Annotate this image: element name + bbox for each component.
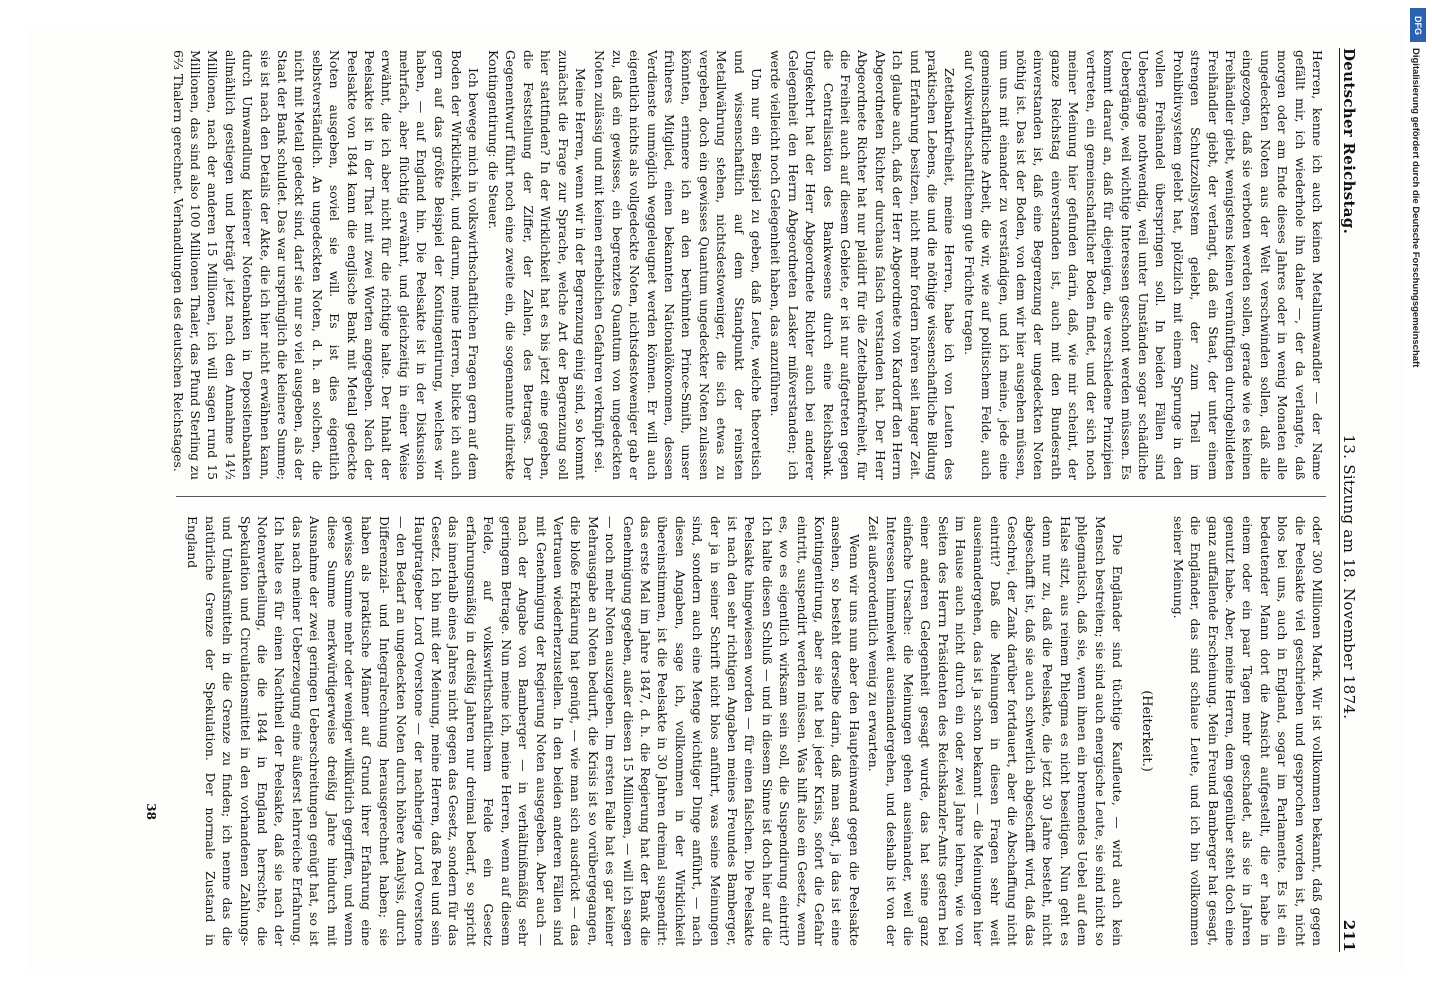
dfg-logo: DFG bbox=[1410, 8, 1426, 42]
paragraph: Die Engländer sind tüchtige Kaufleute, — wird auch kein Mensch bestreiten; sie sind auch energische Leute, sie sind nicht so phlegmatisch, daß sie, wenn ihnen ein brennendes Uebel auf dem Halse sitzt, aus reinem Phlegma es nicht beseitigen. Nun geht es denn nur zu, daß die Peelsakte, die jetzt 30 Jahre besteht, nicht abgeschafft ist, daß sie auch schwerlich abgeschafft wird, daß das Geschrei, der Zank darüber fortdauert, aber die Abschaffung nicht eintritt? Daß die Meinungen in diesen Fragen sehr weit auseinandergehen, das ist ja schon bekannt — die Meinungen hier im Hause auch nicht durch ein oder zwei Jahre lehren, wie von Seiten des Herrn Präsidenten des Reichskanzler-Amts gestern bei einer anderen Gelegenheit gesagt wurde, das hat seine ganz einfache Ursache: die Meinungen gehen auseinander, weil die Interessen himmelweit auseinandergehen, und deshalb ist von der Zeit außerordentlich wenig zu erwarten. bbox=[866, 516, 1125, 946]
document-page bbox=[26, 30, 1406, 970]
paragraph: Um nur ein Beispiel zu geben, daß Leute, welche theoretisch und wissenschaftlich auf dem Standpunkt der reinsten Metallwährung stehen, nichtsdestoweniger, die sich etwas zu vergeben, doch ein gewisses Quantum ungedeckter Noten zulassen könnten, erinnere ich an den berühmten Prince-Smith, unser früheres Mitglied, einen bekannten Nationalökonomen, dessen Verdienste unmöglich weggeleugnet werden können. Er will auch eigentlich nichts als vollgedeckte Noten, nichtsdestoweniger gab er zu, daß ein gewisses, ein begrenztes Quantum von ungedeckten Noten zulässig und mit keinen erheblichen Gefahren verknüpft sei. bbox=[592, 50, 764, 480]
stage-direction: (Heiterkeit.) bbox=[1139, 690, 1155, 772]
page-number: 211 bbox=[1340, 919, 1358, 952]
right-column bbox=[136, 516, 1326, 946]
column-divider bbox=[176, 496, 1326, 497]
paragraph: oder 300 Millionen Mark. Wir ist vollkommen bekannt, daß gegen die Peelsakte viel geschrieben und gesprochen worden ist, nicht blos bei uns, auch in England, sogar im Parlamente. Es ist ein bedeutender Mann dort die Ansicht aufgestellt, die er habe in einem oder ein paar Tagen mehr geschadet, als sie in Jahren genutzt habe. Aber, meine Herren, dem gegenüber steht doch eine ganz auffallende Erscheinung. Mein Freund Bamberger hat gesagt, die Engländer, das sind schlaue Leute, und ich bin vollkommen seiner Meinung. bbox=[1170, 516, 1325, 946]
paragraph: Meine Herren, wenn wir in der Begrenzung einig sind, so kommt zunächst die Frage zur Sprache, welche Art der Begrenzung soll hier stattfinden? In der Wirklichkeit hat es bis jetzt eine gegeben, die Feststellung der Ziffer, der Zahlen, des Betrages. Der Gegenentwurf führt noch eine zweite ein, die sogenannte indirekte Kontingentirung: die Steuer. bbox=[485, 50, 588, 480]
signature-mark: 38 bbox=[144, 803, 158, 820]
dfg-sidebar bbox=[1410, 8, 1428, 992]
header-session: 13. Sitzung am 18. November 1874. bbox=[1340, 434, 1358, 720]
paragraph: Zettelbankfreiheit, meine Herren, habe ich von Leuten des praktischen Lebens, die und die nöthige wissenschaftliche Bildung und Erfahrung besitzen, nicht mehr fordern hören seit langer Zeit. Ich glaube auch, daß der Herr Abgeordnete von Kardorff den Herrn Abgeordneten Richter durchaus falsch verstanden hat. Der Herr Abgeordnete Richter hat nur plaidirt für die Zettelbankfreiheit, für die Freiheit auch auf diesem Gebiete, er ist nur aufgetreten gegen die Centralisation des Bankwesens durch eine Reichsbank. Ungekehrt hat der Herr Abgeordnete Richter auch bei anderer Gelegenheit den Herrn Abgeordneten Lasker mißverstanden; ich werde vielleicht noch Gelegenheit haben, das anzuführen. bbox=[768, 50, 958, 480]
paragraph: Ich bewege mich in volkswirthschaftlichen Fragen gern auf dem Boden der Wirklichkeit, und darum, meine Herren, blicke ich auch gern auf das größte Beispiel der Kontingentirung, welches wir haben, — auf England hin. Die Peelsakte ist in der Diskussion mehrfach, aber flüchtig erwähnt, und gleichzeitig in einer Weise erwähnt, die ich aber nicht für die richtige halte. Der Inhalt der Peelsakte ist in der That mit zwei Worten angegeben. Nach der Peelsakte von 1844 kann die englische Bank mit Metall gedeckte Noten ausgeben, soviel sie will. Es ist dies eigentlich selbstverständlich. An ungedeckten Noten, d. h. an solchen, die nicht mit Metall gedeckt sind, darf sie nur so viel ausgeben, als der Staat der Bank schuldet. Das war ursprünglich die kleinere Summe; sie ist nach den Details der Akte, die ich hier nicht erwähnen kann, durch Umwandlung kleinerer Notenbanken in Depositenbanken allmählich gestiegen und beträgt jetzt nach den Annahme 14½ Millionen, nach der anderen 15 Millionen, ich will sagen rund 15 Millionen, das sind also 100 Millionen Thaler, das Pfund Sterling zu 6⅔ Thalern gerechnet. Verhandlungen des deutschen Reichstages. bbox=[170, 50, 482, 480]
header-title: Deutscher Reichstag. bbox=[1340, 48, 1358, 235]
paragraph: Wenn wir uns nun aber den Haupteinwand gegen die Peelsakte ansehen, so besteht derselbe darin, daß man sagt, ja das ist eine Kontingentirung, aber sie hat bei jeder Krisis, sofort die Gefahr eintritt, suspendirt werden müssen. Was hilft also ein Gesetz, wenn es, wo es eigentlich wirksam sein soll, die Suspendirung eintritt? Ich halte diesen Schluß — und in diesem Sinne ist doch hier auf die Peelsakte hingewiesen worden — für einen falschen. Die Peelsakte ist nach den sehr richtigen Angaben meines Freundes Bamberger, der ja in seiner Schrift nicht blos anführt, was seine Meinungen sind, sondern auch eine Menge wichtiger Dinge anführt, — nach diesen Angaben, sage ich, vollkommen in der Wirklichkeit übereinstimmen, ist die Peelsakte in 30 Jahren dreimal suspendirt: das erste Mal im Jahre 1847, d. h. die Regierung hat der Bank die Genehmigung gegeben, außer diesen 15 Millionen, — will ich sagen — noch mehr Noten auszugeben. Im ersten Falle hat es gar keiner Mehrausgabe an Noten bedurft, die Krisis ist so vorübergegangen, die bloße Erklärung hat genügt, — wie man sich ausdrückt — das Vertrauen wiederherzustellen. In den beiden anderen Fällen sind mit Genehmigung der Regierung Noten ausgegeben. Aber auch — nach der Angabe von Bamberger — in verhältnißmäßig sehr geringem Betrage. Nun meine ich, meine Herren, wenn auf diesem Felde, auf volkswirthschaftlichem Felde ein Gesetz erfahrungsmäßig in dreißig Jahren nur dreimal bedarf, so spricht das innerhalb eines Jahres nicht gegen das Gesetz, sondern für das Gesetz. Ich bin mit der Meinung, meine Herren, daß Peel und sein Hauptratgeber Lord Overstone — der nachherige Lord Overstone — den Bedarf an ungedeckten Noten durch höhere Analysis, durch Differenzial- und Integralrechnung herausgerechnet haben; sie haben als praktische Männer auf Grund ihrer Erfahrung eine gewisse Summe mehr oder weniger willkürlich gegriffen, und wenn diese Summe merkwürdigerweise dreißig Jahre hindurch mit Ausnahme der zwei geringen Ueberschreitungen genügt hat, so ist das nach meiner Ueberzeugung eine äußerst lehrreiche Erfahrung. Ich halte es für einen Nachtheil der Peelsakte, daß sie nach der Notenvertheilung, die die 1844 in England herrschte, die Spekulation und Circulationsmittel in den vorhandenen Zahlungs- und Umlaufsmitteln in die Grenze zu finden; ich nenne das die natürliche Grenze der Spekulation. Der normale Zustand in England bbox=[185, 516, 862, 946]
left-column bbox=[136, 50, 1326, 480]
page-header bbox=[1339, 48, 1366, 952]
dfg-caption: Digitalisierung gefördert durch die Deutsche Forschungsgemeinschaft bbox=[1410, 48, 1421, 368]
paragraph: Herren, kenne ich auch keinen Metallumwandler — der Name gefällt mir, ich wiederhole ihn daher —, der da verlangte, daß morgen oder am Ende dieses Jahres oder in wenig Monaten alle ungedeckten Noten aus der Welt verschwinden sollen, daß alle eingezogen, daß sie verboten werden sollen, gerade wie es keinen Freihändler giebt, wenigstens keinen vernünftigen durchgebildeten Freihändler giebt, der verlangt, daß ein Staat, der unter einem strengen Schutzzollsystem gelebt, der zum Theil im Prohibitivsystem gelebt hat, plötzlich mit einem Sprunge in den vollen Freihandel überspringen soll. In beiden Fällen sind Uebergänge nothwendig, weil unter Umständen sogar schädliche Uebergänge, weil wichtige Interessen geschont werden müssen. Es kommt darauf an, daß für diejenigen, die verschiedene Prinzipien vertreten, ein gemeinschaftlicher Boden findet, und der sich noch meiner Meinung hier gefunden darin, daß, wie mir scheint, der ganze Reichstag einverstanden ist, auch mit den Bundesrath einverstanden ist, daß eine Begrenzung der ungedeckten Noten nöthig ist. Das ist der Boden, von dem wir hier ausgehen müssen, um uns mit einander zu verständigen, und ich meine, jede eine gemeinschaftliche Arbeit, die wir, wie auf politischem Felde, auch auf volkswirthschaftlichem gute Früchte tragen. bbox=[961, 50, 1325, 480]
